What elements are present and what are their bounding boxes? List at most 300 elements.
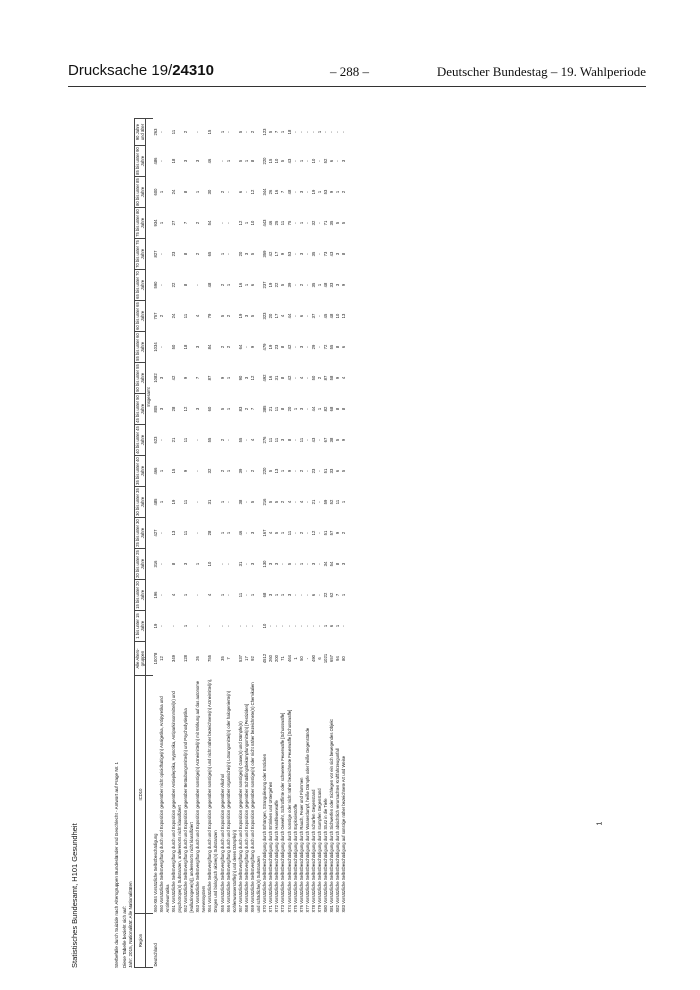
- value-cell: 5: [250, 500, 255, 504]
- value-cell: -: [317, 625, 323, 627]
- value-cell: 3: [335, 283, 341, 287]
- value-cell: 2: [298, 531, 304, 535]
- table-row: [159, 119, 171, 968]
- value-cell: 216: [262, 498, 268, 506]
- value-cell: -: [237, 625, 243, 627]
- value-cell: -: [317, 532, 323, 534]
- value-cell: 45: [323, 313, 329, 319]
- value-cell: 466: [152, 467, 158, 475]
- value-cell: 35: [310, 282, 316, 288]
- table-body: [153, 119, 348, 968]
- value-cell: 19: [237, 313, 243, 319]
- value-cell: -: [304, 253, 310, 255]
- icd-cell: X74 Vorsätzliche Selbstbeschädigung durch sonstige oder nicht näher bezeichnete Feuerwaffe [Schusswaffe]: [286, 709, 292, 913]
- value-cell: 485: [152, 498, 158, 506]
- value-cell: -: [304, 346, 310, 348]
- value-cell: 2: [225, 345, 231, 349]
- value-cell: -: [317, 563, 323, 565]
- value-cell: 1: [317, 130, 323, 134]
- value-cell: -: [225, 253, 231, 255]
- value-cell: 3: [298, 407, 304, 411]
- value-cell: 16: [268, 375, 274, 381]
- value-cell: 6: [335, 469, 341, 473]
- icd-cell: X76 Vorsätzliche Selbstbeschädigung durch Rauch, Feuer und Flammen: [298, 777, 304, 913]
- value-cell: 18: [286, 129, 292, 135]
- icd-cell: X66 Vorsätzliche Selbstvergiftung durch und Exposition gegenüber organische(n) Lösungsmittel(n) oder halogenierte(n) Kohlenwasserstoffe(n) und deren Dämpfe(n): [225, 690, 237, 913]
- value-cell: 19: [170, 499, 176, 505]
- value-cell: 2: [219, 283, 225, 287]
- value-cell: -: [195, 594, 201, 596]
- icd-cell: X68 Vorsätzliche Selbstvergiftung durch und Exposition gegenüber Schädlingsbekämpfungsmittel(n) [Pestiziden]: [243, 703, 249, 913]
- value-cell: -: [292, 222, 298, 224]
- value-cell: 79: [207, 313, 213, 319]
- column-header-age: 80 bis unter 85 Jahre: [135, 178, 146, 206]
- value-cell: 1: [219, 500, 225, 504]
- value-cell: 8: [280, 345, 286, 349]
- value-cell: -: [304, 160, 310, 162]
- region-cell: [226, 914, 238, 968]
- value-cell: -: [317, 253, 323, 255]
- icd-cell: X77 Vorsätzliche Selbstbeschädigung durch Wasserdampf, heiße Dämpfe oder heiße Gegenstände: [304, 727, 310, 913]
- icd-cell: X67 Vorsätzliche Selbstvergiftung durch und Exposition gegenüber sonstige(n) Gase(n) und Dämpfe(n): [237, 721, 243, 913]
- value-cell: -: [225, 191, 231, 193]
- value-cell: -: [195, 501, 201, 503]
- value-cell: 4: [170, 593, 176, 597]
- value-cell: 1: [341, 593, 347, 597]
- value-cell: 2: [219, 190, 225, 194]
- column-header-age: 90 Jahre und älter: [135, 119, 146, 146]
- value-cell: 9: [182, 376, 188, 380]
- value-cell: 9: [335, 531, 341, 535]
- value-cell: 2: [341, 190, 347, 194]
- value-cell: 3: [286, 593, 292, 597]
- value-cell: 67: [323, 437, 329, 443]
- value-cell: 3: [268, 562, 274, 566]
- value-cell: 48: [286, 189, 292, 195]
- value-cell: 8: [341, 252, 347, 256]
- value-cell: -: [304, 501, 310, 503]
- value-cell: 5: [250, 252, 255, 256]
- column-header-age: 1 bis unter 15 Jahre: [135, 611, 146, 642]
- value-cell: 26: [268, 189, 274, 195]
- table-row: [195, 119, 207, 968]
- value-cell: 12: [158, 656, 164, 661]
- value-cell: 3: [182, 159, 188, 163]
- value-cell: 6: [329, 624, 335, 628]
- value-cell: 5: [274, 531, 280, 535]
- value-cell: -: [292, 439, 298, 441]
- value-cell: 33: [329, 468, 335, 474]
- value-cell: 123: [262, 128, 268, 136]
- value-cell: -: [292, 284, 298, 286]
- value-cell: -: [207, 625, 213, 627]
- icd-cell: X82 Vorsätzliche Selbstbeschädigung durch absichtlich verursachten Kraftfahrzeugunfall: [335, 748, 341, 913]
- value-cell: 50: [170, 344, 176, 350]
- value-cell: 16: [237, 282, 243, 288]
- value-cell: 9: [219, 376, 225, 380]
- value-cell: 19: [310, 189, 316, 195]
- value-cell: -: [317, 315, 323, 317]
- value-cell: 11: [280, 220, 286, 226]
- value-cell: 1034: [152, 342, 158, 352]
- value-cell: 1: [225, 469, 231, 473]
- value-cell: 42: [268, 251, 274, 257]
- value-cell: 44: [286, 313, 292, 319]
- value-cell: 87: [207, 375, 213, 381]
- value-cell: 1: [158, 190, 164, 194]
- value-cell: -: [158, 284, 164, 286]
- header-row: [135, 119, 146, 968]
- value-cell: 30: [207, 189, 213, 195]
- value-cell: 23: [274, 344, 280, 350]
- value-cell: 65: [207, 251, 213, 257]
- value-cell: -: [298, 594, 304, 596]
- value-cell: 52: [329, 499, 335, 505]
- value-cell: -: [335, 160, 341, 162]
- value-cell: -: [280, 625, 286, 627]
- value-cell: -: [195, 439, 201, 441]
- icd-cell: X69 Vorsätzliche Selbstvergiftung durch und Exposition gegenüber sonstige(n) oder nicht näher bezeichnete(n) Chemikalien und schädliche(n) Substanzen: [250, 682, 262, 913]
- value-cell: 39: [286, 282, 292, 288]
- value-cell: -: [195, 625, 201, 627]
- value-cell: 21: [310, 499, 316, 505]
- value-cell: 3: [195, 159, 201, 163]
- value-cell: 2: [280, 500, 286, 504]
- value-cell: 9: [329, 190, 335, 194]
- value-cell: 8: [182, 252, 188, 256]
- value-cell: 55: [237, 437, 243, 443]
- value-cell: 1: [298, 562, 304, 566]
- icd-cell: X72 Vorsätzliche Selbstbeschädigung durch Handfeuerwaffe: [274, 800, 280, 913]
- value-cell: 11: [182, 313, 188, 319]
- value-cell: 5: [335, 221, 341, 225]
- value-cell: 1: [219, 531, 225, 535]
- value-cell: -: [195, 470, 201, 472]
- value-cell: 6: [329, 159, 335, 163]
- column-header-age: 85 bis unter 90 Jahre: [135, 147, 146, 175]
- value-cell: 31: [207, 499, 213, 505]
- value-cell: 42: [286, 344, 292, 350]
- value-cell: -: [323, 131, 329, 133]
- icd-cell: X80 Vorsätzliche Selbstbeschädigung durch Sturz in die Tiefe: [323, 798, 329, 913]
- value-cell: 3: [250, 562, 255, 566]
- value-cell: 42: [286, 375, 292, 381]
- value-cell: 200: [274, 655, 280, 662]
- region-cell: Deutschland: [152, 943, 158, 967]
- column-header-icd: ICD10: [135, 676, 146, 914]
- column-header-age: 70 bis unter 75 Jahre: [135, 240, 146, 268]
- value-cell: 1: [225, 407, 231, 411]
- value-cell: 15: [170, 468, 176, 474]
- value-cell: -: [243, 131, 249, 133]
- value-cell: 15: [268, 158, 274, 164]
- value-cell: 17: [274, 313, 280, 319]
- value-cell: 1: [292, 407, 298, 411]
- value-cell: 196: [152, 591, 158, 599]
- document-number: Drucksache 19/24310: [68, 62, 214, 79]
- value-cell: 19: [268, 344, 274, 350]
- value-cell: 15: [207, 129, 213, 135]
- value-cell: -: [274, 625, 280, 627]
- value-cell: 51: [323, 530, 329, 536]
- region-cell: [250, 914, 262, 968]
- value-cell: 7: [335, 593, 341, 597]
- value-cell: -: [317, 160, 323, 162]
- region-cell: [207, 914, 219, 968]
- value-cell: 8: [286, 438, 292, 442]
- value-cell: -: [158, 346, 164, 348]
- value-cell: 2: [195, 221, 201, 225]
- value-cell: -: [304, 657, 310, 660]
- value-cell: 385: [262, 405, 268, 413]
- value-cell: 1: [280, 130, 286, 134]
- value-cell: -: [292, 563, 298, 565]
- value-cell: 32: [207, 468, 213, 474]
- value-cell: 1: [317, 283, 323, 287]
- value-cell: 2: [298, 283, 304, 287]
- value-cell: 1: [225, 531, 231, 535]
- value-cell: 21: [268, 406, 274, 412]
- value-cell: -: [292, 377, 298, 379]
- value-cell: 11: [335, 499, 341, 505]
- value-cell: -: [158, 625, 164, 627]
- value-cell: 12: [237, 220, 243, 226]
- value-cell: -: [158, 131, 164, 133]
- value-cell: 92: [250, 656, 255, 661]
- value-cell: 17: [274, 251, 280, 257]
- value-cell: -: [219, 625, 225, 627]
- value-cell: 39: [237, 468, 243, 474]
- value-cell: 657: [329, 655, 335, 662]
- value-cell: 64: [237, 344, 243, 350]
- value-cell: 75: [286, 220, 292, 226]
- value-cell: 20: [286, 406, 292, 412]
- value-cell: 10: [335, 313, 341, 319]
- value-cell: -: [268, 625, 274, 627]
- value-cell: 37: [310, 313, 316, 319]
- value-cell: 8: [335, 407, 341, 411]
- value-cell: 4: [195, 314, 201, 318]
- parliament-label: Deutscher Bundestag – 19. Wahlperiode: [436, 64, 646, 79]
- value-cell: 316: [152, 560, 158, 568]
- value-cell: 260: [268, 655, 274, 662]
- value-cell: -: [195, 284, 201, 286]
- value-cell: 43: [329, 251, 335, 257]
- value-cell: 9: [335, 376, 341, 380]
- value-cell: 71: [280, 656, 286, 661]
- value-cell: 11: [182, 437, 188, 443]
- value-cell: 43: [286, 158, 292, 164]
- value-cell: -: [158, 160, 164, 162]
- value-cell: 53: [286, 251, 292, 257]
- value-cell: 58: [329, 375, 335, 381]
- value-cell: 1: [317, 407, 323, 411]
- value-cell: 1: [158, 500, 164, 504]
- value-cell: 48: [207, 282, 213, 288]
- value-cell: 13: [170, 530, 176, 536]
- value-cell: 24: [170, 313, 176, 319]
- value-cell: 32: [310, 220, 316, 226]
- icd-cell: X81 Vorsätzliche Selbstbeschädigung durch Sichwerfen oder Sichlegen vor ein sich bewegendes Objekt: [329, 719, 335, 913]
- value-cell: 3: [310, 562, 316, 566]
- value-cell: 3: [280, 438, 286, 442]
- table-row: [183, 119, 195, 968]
- value-cell: 1: [323, 624, 329, 628]
- value-cell: 12: [310, 530, 316, 536]
- value-cell: 8: [182, 283, 188, 287]
- icd-cell: X62 Vorsätzliche Selbstvergiftung durch und Exposition gegenüber Betäubungsmittel(n) und Psychodysleptika [Halluzinogene(n)], anderenorts nicht klassifiziert: [182, 708, 195, 913]
- value-cell: 3: [298, 345, 304, 349]
- icd-cell: X83 Vorsätzliche Selbstbeschädigung auf sonstige näher bezeichnete Art und Weise: [341, 755, 347, 913]
- value-cell: 3: [298, 190, 304, 194]
- value-cell: 25: [274, 220, 280, 226]
- value-cell: 12: [250, 375, 255, 381]
- value-cell: 237: [262, 281, 268, 289]
- value-cell: 5: [280, 159, 286, 163]
- table-subtitle: Sterbefälle durch Suizide nach Altersgruppen Bundesländer und Geschlecht - Antwort auf Frage Nr. 1: [114, 761, 119, 968]
- table-row: [250, 119, 262, 968]
- value-cell: 2: [243, 407, 249, 411]
- value-cell: 35: [329, 220, 335, 226]
- icd-cell: X61 Vorsätzliche Selbstvergiftung durch und Exposition gegenüber Antiepileptika, Hypnotika, Antiparkinsonmittel(n) und psychotrope(n) Substanzen, anderenorts nicht klassifiziert: [170, 691, 182, 913]
- value-cell: 8: [182, 190, 188, 194]
- value-cell: 1: [280, 531, 286, 535]
- value-cell: 2: [219, 469, 225, 473]
- value-cell: 7: [182, 221, 188, 225]
- value-cell: 167: [262, 529, 268, 537]
- value-cell: 5: [237, 159, 243, 163]
- page-number-header: – 288 –: [330, 64, 369, 79]
- value-cell: -: [243, 346, 249, 348]
- value-cell: 5: [237, 130, 243, 134]
- value-cell: 5: [286, 562, 292, 566]
- table-note-year: Jahr: 2015, Nationalität: Alle Nationalitäten: [128, 881, 133, 968]
- header-rule: [68, 86, 646, 87]
- value-cell: -: [292, 594, 298, 596]
- value-cell: 1: [298, 159, 304, 163]
- value-cell: 94: [335, 656, 341, 661]
- value-cell: -: [225, 563, 231, 565]
- value-cell: 4: [250, 438, 255, 442]
- value-cell: 11: [237, 592, 243, 598]
- column-header-age: 60 bis unter 65 Jahre: [135, 302, 146, 330]
- value-cell: -: [158, 532, 164, 534]
- value-cell: 87: [323, 375, 329, 381]
- value-cell: -: [219, 222, 225, 224]
- rotated-table-page: [70, 118, 580, 968]
- value-cell: 1: [335, 190, 341, 194]
- value-cell: -: [225, 625, 231, 627]
- icd-cell: X79 Vorsätzliche Selbstbeschädigung durch stumpfen Gegenstand: [317, 788, 323, 913]
- value-cell: 5: [268, 469, 274, 473]
- value-cell: -: [195, 131, 201, 133]
- value-cell: 90: [237, 375, 243, 381]
- value-cell: 80: [341, 656, 347, 661]
- value-cell: 19: [152, 623, 158, 629]
- value-cell: 26: [195, 656, 201, 661]
- value-cell: 8: [335, 345, 341, 349]
- value-cell: 22: [170, 282, 176, 288]
- value-cell: 5: [335, 438, 341, 442]
- value-cell: -: [243, 563, 249, 565]
- value-cell: 7: [225, 657, 231, 660]
- value-cell: 1: [243, 221, 249, 225]
- span-label: Insgesamt: [146, 119, 153, 676]
- value-cell: 492: [262, 374, 268, 382]
- value-cell: 28: [207, 530, 213, 536]
- value-cell: 1: [219, 252, 225, 256]
- value-cell: -: [304, 594, 310, 596]
- value-cell: -: [292, 191, 298, 193]
- value-cell: -: [317, 594, 323, 596]
- column-header-age: 40 bis unter 45 Jahre: [135, 426, 146, 454]
- value-cell: 1: [182, 624, 188, 628]
- value-cell: -: [304, 377, 310, 379]
- value-cell: 54: [207, 220, 213, 226]
- value-cell: -: [225, 594, 231, 596]
- value-cell: 1: [335, 624, 341, 628]
- value-cell: -: [243, 532, 249, 534]
- value-cell: 464: [286, 655, 292, 662]
- value-cell: 1: [317, 190, 323, 194]
- value-cell: 7: [274, 130, 280, 134]
- value-cell: 10: [207, 561, 213, 567]
- column-header-age: 45 bis unter 50 Jahre: [135, 395, 146, 423]
- value-cell: 38: [329, 437, 335, 443]
- value-cell: -: [292, 532, 298, 534]
- value-cell: 46: [237, 530, 243, 536]
- value-cell: 1: [280, 593, 286, 597]
- value-cell: 3: [195, 407, 201, 411]
- value-cell: -: [304, 532, 310, 534]
- value-cell: 5: [219, 407, 225, 411]
- value-cell: 3: [268, 593, 274, 597]
- value-cell: 1: [158, 469, 164, 473]
- value-cell: 4: [286, 500, 292, 504]
- value-cell: 757: [152, 312, 158, 320]
- value-cell: 486: [152, 157, 158, 165]
- value-cell: 2: [219, 345, 225, 349]
- value-cell: -: [225, 439, 231, 441]
- value-cell: -: [317, 439, 323, 441]
- value-cell: 4: [207, 593, 213, 597]
- value-cell: 5: [341, 221, 347, 225]
- value-cell: -: [335, 131, 341, 133]
- value-cell: -: [317, 346, 323, 348]
- value-cell: 5: [219, 314, 225, 318]
- value-cell: 28: [170, 406, 176, 412]
- value-cell: 359: [262, 250, 268, 258]
- icd-cell: X70 Vorsätzliche Selbstbeschädigung durch Erhängen, Strangulierung oder Ersticken: [262, 753, 268, 913]
- value-cell: 11: [274, 406, 280, 412]
- value-cell: 9: [341, 438, 347, 442]
- value-cell: 220: [262, 467, 268, 475]
- value-cell: 62: [329, 592, 335, 598]
- column-header-age: 20 bis unter 25 Jahre: [135, 550, 146, 578]
- value-cell: 3: [195, 345, 201, 349]
- value-cell: 128: [182, 655, 188, 662]
- column-header-age: 35 bis unter 40 Jahre: [135, 457, 146, 485]
- value-cell: 68: [262, 592, 268, 598]
- value-cell: 21: [170, 437, 176, 443]
- value-cell: 3: [243, 314, 249, 318]
- value-cell: -: [195, 532, 201, 534]
- value-cell: -: [158, 563, 164, 565]
- value-cell: -: [304, 315, 310, 317]
- value-cell: 1: [219, 593, 225, 597]
- value-cell: -: [292, 131, 298, 133]
- value-cell: 8: [341, 407, 347, 411]
